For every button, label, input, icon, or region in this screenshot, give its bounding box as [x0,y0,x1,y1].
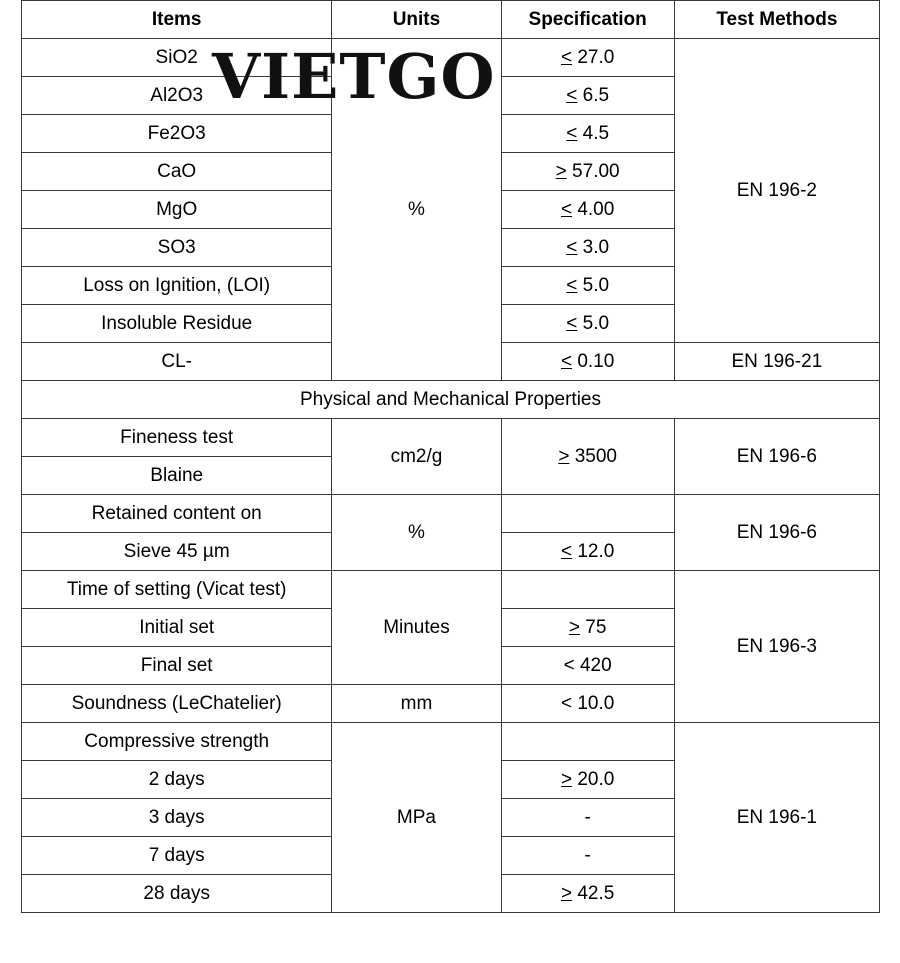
spec-cell [501,723,674,761]
spec-cell [501,419,674,495]
spec-cell [501,343,674,381]
spec-value: 20.0 [572,768,615,790]
operator: < [566,84,578,106]
header-row [22,1,880,39]
table-row [22,571,880,609]
item-cell: CL- [22,343,332,381]
item-cell: Fe2O3 [22,115,332,153]
spec-value: 5.0 [577,274,610,296]
method-cell: EN 196-1 [674,723,879,913]
method-cell: EN 196-6 [674,419,879,495]
item-cell: Insoluble Residue [22,305,332,343]
item-cell: 2 days [22,761,332,799]
method-cell: EN 196-6 [674,495,879,571]
item-cell: 7 days [22,837,332,875]
header-specification: Specification [501,1,674,39]
operator: < [560,350,573,372]
spec-value: 5.0 [577,312,610,334]
item-cell: Retained content on [22,495,332,533]
item-cell: 3 days [22,799,332,837]
spec-cell [501,267,674,305]
item-cell: SO3 [22,229,332,267]
spec-value: 3.0 [577,236,610,258]
spec-value: 42.5 [572,882,615,904]
table-row [22,419,880,457]
spec-cell: - [501,799,674,837]
item-cell: SiO2 [22,39,332,77]
item-cell: Compressive strength [22,723,332,761]
operator: < [566,122,578,144]
table-row [22,495,880,533]
item-cell: MgO [22,191,332,229]
item-cell: Sieve 45 µm [22,533,332,571]
table-row [22,723,880,761]
spec-value: 12.0 [572,540,615,562]
spec-value: 4.00 [572,198,615,220]
operator: < [560,540,573,562]
unit-cell: MPa [332,723,501,913]
method-cell: EN 196-21 [674,343,879,381]
section-row [22,381,880,419]
spec-cell [501,609,674,647]
unit-cell: cm2/g [332,419,501,495]
unit-cell: Minutes [332,571,501,685]
operator: < [566,236,578,258]
item-cell: Blaine [22,457,332,495]
operator: > [555,160,567,182]
item-cell: 28 days [22,875,332,913]
operator: < [566,274,578,296]
spec-value: 3500 [569,445,617,467]
cement-spec-table [21,0,880,913]
operator: > [560,882,573,904]
operator: > [568,616,580,638]
item-cell: Fineness test [22,419,332,457]
spec-cell [501,495,674,533]
spec-cell [501,533,674,571]
spec-cell [501,229,674,267]
spec-value: 75 [579,616,607,638]
item-cell: Soundness (LeChatelier) [22,685,332,723]
spec-cell [501,153,674,191]
operator: < [560,46,573,68]
spec-value: 27.0 [572,46,615,68]
item-cell: Initial set [22,609,332,647]
spec-value: 4.5 [577,122,610,144]
spec-cell [501,875,674,913]
spec-value: 57.00 [566,160,620,182]
spec-value: 0.10 [572,350,615,372]
item-cell: Loss on Ignition, (LOI) [22,267,332,305]
operator: > [560,768,573,790]
method-cell: EN 196-2 [674,39,879,343]
header-items: Items [22,1,332,39]
item-cell: CaO [22,153,332,191]
spec-cell [501,571,674,609]
item-cell: Time of setting (Vicat test) [22,571,332,609]
spec-cell [501,305,674,343]
spec-cell [501,39,674,77]
method-cell: EN 196-3 [674,571,879,723]
operator: < [566,312,578,334]
spec-value: 6.5 [577,84,610,106]
operator: > [558,445,570,467]
spec-cell [501,761,674,799]
spec-cell: < 10.0 [501,685,674,723]
operator: < [560,198,573,220]
unit-cell: % [332,39,501,381]
header-test-methods: Test Methods [674,1,879,39]
spec-cell [501,115,674,153]
spec-cell [501,77,674,115]
spec-cell [501,191,674,229]
unit-cell: mm [332,685,501,723]
spec-cell: < 420 [501,647,674,685]
vietgo-watermark: VIETGO [212,40,496,113]
item-cell: Al2O3 [22,77,332,115]
header-units: Units [332,1,501,39]
item-cell: Final set [22,647,332,685]
unit-cell: % [332,495,501,571]
spec-cell: - [501,837,674,875]
section-title: Physical and Mechanical Properties [22,381,880,419]
